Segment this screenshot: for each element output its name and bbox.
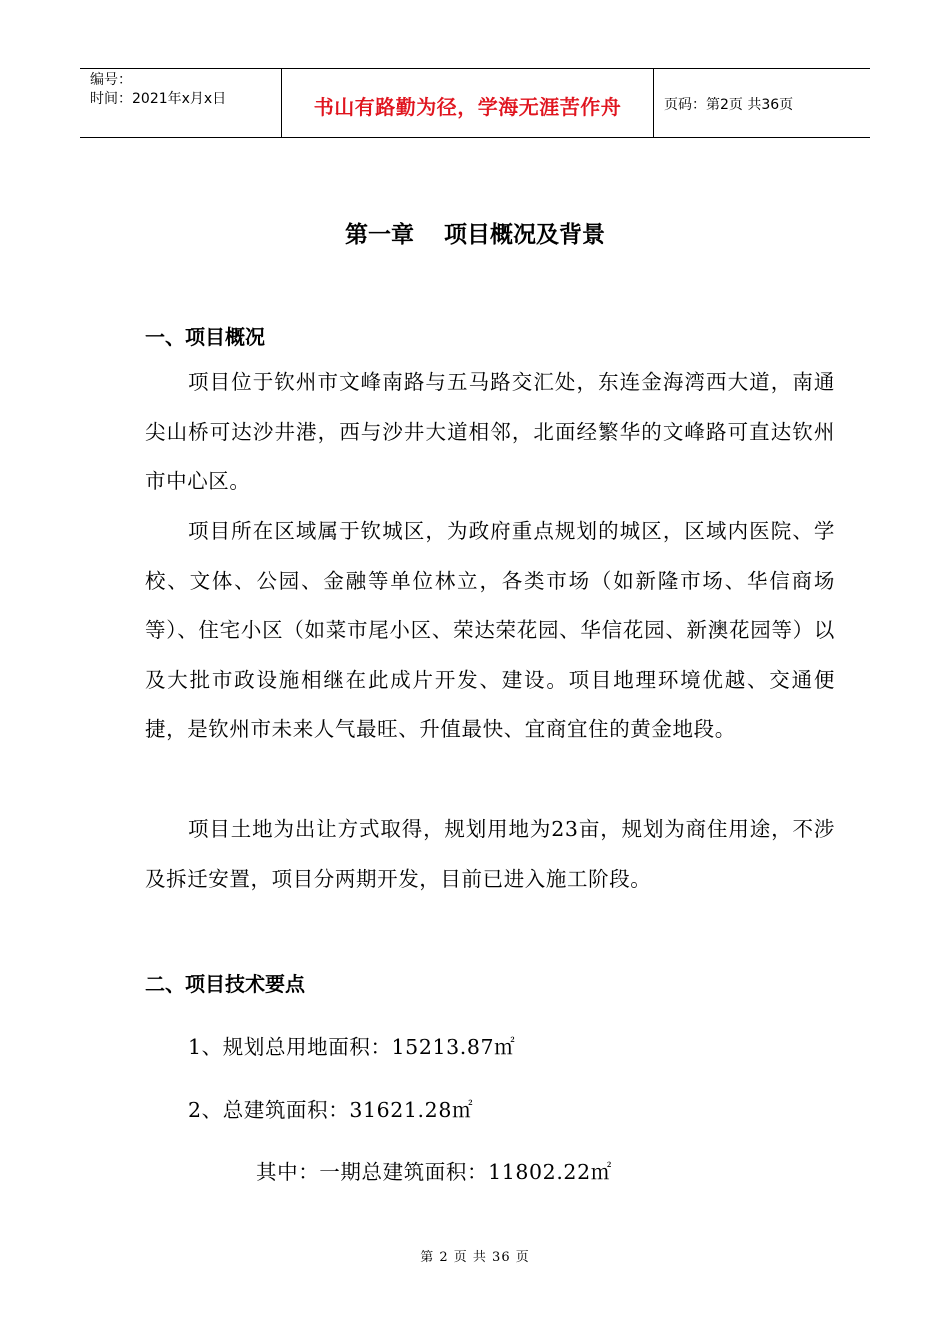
- paragraph-location: 项目位于钦州市文峰南路与五马路交汇处，东连金海湾西大道，南通尖山桥可达沙井港，西与沙井大道相邻，北面经繁华的文峰路可直达钦州市中心区。: [145, 370, 835, 493]
- list-item: 其中：一期总建筑面积：11802.22㎡: [256, 1160, 612, 1184]
- chapter-title: [0, 216, 950, 249]
- header-meta: [80, 69, 282, 137]
- header-page-label: 页码：第2页 共36页: [664, 97, 794, 113]
- paragraph-land: 项目土地为出让方式取得，规划用地为23亩，规划为商住用途，不涉及拆迁安置，项目分两期开发，目前已进入施工阶段。: [145, 817, 835, 891]
- list-item: 1、规划总用地面积：15213.87㎡: [188, 1035, 516, 1059]
- document-number-label: 编号：: [90, 72, 132, 88]
- chapter-name: 项目概况及背景: [444, 222, 605, 248]
- section-heading-overview: 一、项目概况: [145, 325, 265, 349]
- document-time-label: 时间：2021年x月x日: [90, 91, 227, 107]
- page-header: [80, 68, 870, 138]
- list-item: 2、总建筑面积：31621.28㎡: [188, 1098, 474, 1122]
- header-motto: 书山有路勤为径，学海无涯苦作舟: [282, 69, 654, 137]
- paragraph-district: 项目所在区域属于钦城区，为政府重点规划的城区，区域内医院、学校、文体、公园、金融等单位林立，各类市场（如新隆市场、华信商场等）、住宅小区（如菜市尾小区、荣达荣花园、华信花园、新澳花园等）以及大批市政设施相继在此成片开发、建设。项目地理环境优越、交通便捷，是钦州市未来人气最旺、升值最快、宜商宜住的黄金地段。: [145, 519, 835, 741]
- page-footer: 第 2 页 共 36 页: [420, 1250, 530, 1265]
- chapter-number: 第一章: [345, 222, 414, 248]
- section-heading-technical: 二、项目技术要点: [145, 972, 305, 996]
